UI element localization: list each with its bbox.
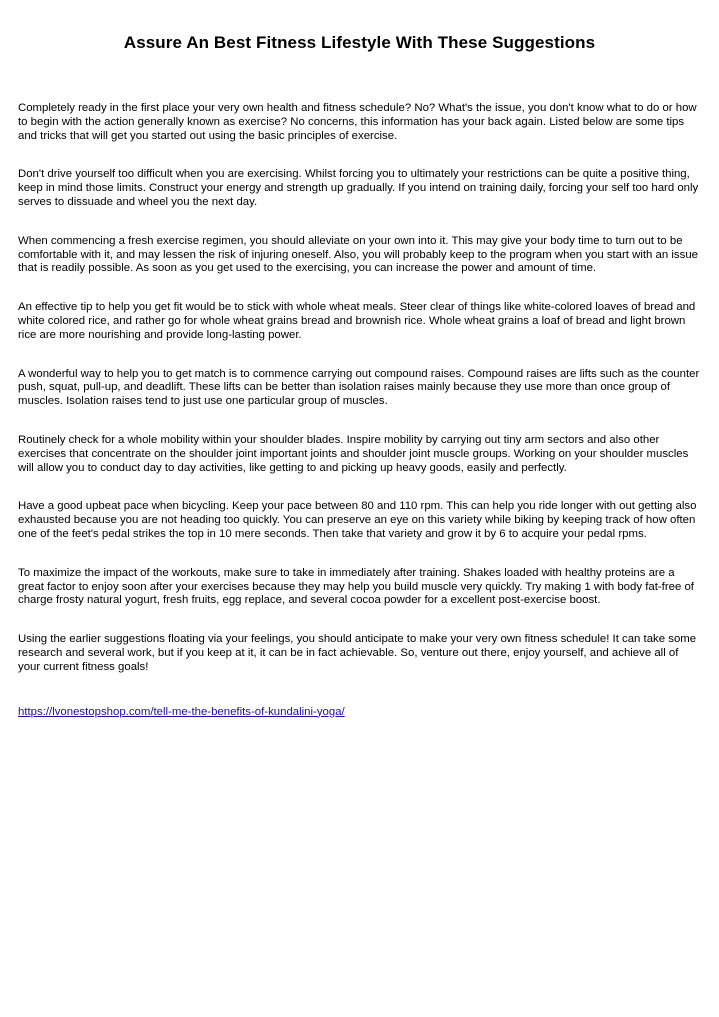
paragraph-2: Don't drive yourself too difficult when you are exercising. Whilst forcing you to ultimately your restrictions can be quite a positive thing, keep in mind those limits. Construct your energy and strength up gradually. If you intend on training daily, forcing your self too hard only serves to dissuade and wheel you the next day. [18,168,699,208]
paragraph-7: Have a good upbeat pace when bicycling. Keep your pace between 80 and 110 rpm. This can help you ride longer with out getting also exhausted because you are not heading too quickly. You can preserve an eye on this variety while biking by keeping track of how often one of the feet's pedal strikes the top in 10 mere seconds. Then take that variety and grow it by 6 to acquire your pedal rpms. [18,500,697,540]
paragraph-3: When commencing a fresh exercise regimen, you should alleviate on your own into it. This may give your body time to turn out to be comfortable with it, and may lessen the risk of injuring oneself. Also, you will probably keep to the program when you start with an issue that is readily possible. As soon as you get used to the exercising, you can increase the power and amount of time. [18,234,698,275]
paragraph-4: An effective tip to help you get fit would be to stick with whole wheat meals. Steer clear of things like white-colored loaves of bread and white colored rice, and rather go for whole wheat grains bread and brownish rice. Whole wheat grains a loaf of bread and light brown rice are more nourishing and provide long-lasting power. [18,301,696,341]
source-link[interactable]: https://lvonestopshop.com/tell-me-the-benefits-of-kundalini-yoga/ [18,705,345,718]
link-container [18,706,701,720]
paragraph-5: A wonderful way to help you to get match is to commence carrying out compound raises. Compound raises are lifts such as the counter push, squat, pull-up, and deadlift. These lifts can be better than isolation raises mainly because they use more than once group of muscles. Isolation raises tend to just use one particular group of muscles. [18,367,700,408]
paragraph-6: Routinely check for a whole mobility within your shoulder blades. Inspire mobility by carrying out tiny arm sectors and also other exercises that concentrate on the shoulder joint important joints and shoulder joint muscle groups. Working on your shoulder muscles will allow you to conduct day to day activities, like getting to and picking up heavy goods, easily and perfectly. [18,433,689,474]
document-title: Assure An Best Fitness Lifestyle With These Suggestions [123,33,596,52]
document-page [18,0,701,719]
paragraph-9: Using the earlier suggestions floating via your feelings, you should anticipate to make your very own fitness schedule! It can take some research and several work, but if you keep at it, it can be in fact achievable. So, venture out there, enjoy yourself, and achieve all of your current fitness goals! [18,633,697,673]
paragraph-1: Completely ready in the first place your very own health and fitness schedule? No? What's the issue, you don't know what to do or how to begin with the action generally known as exercise? No concerns, this information has your back again. Listed below are some tips and tricks that will get you started out using the basic principles of exercise. [18,102,697,142]
document-body [18,102,701,719]
paragraph-8: To maximize the impact of the workouts, make sure to take in immediately after training. Shakes loaded with healthy proteins are a great factor to enjoy soon after your exercises because they may help you build muscle very quickly. Try making 1 with body fat-free of charge frosty natural yogurt, fresh fruits, egg replace, and several cocoa powder for a excellent post-exercise boost. [18,566,694,607]
